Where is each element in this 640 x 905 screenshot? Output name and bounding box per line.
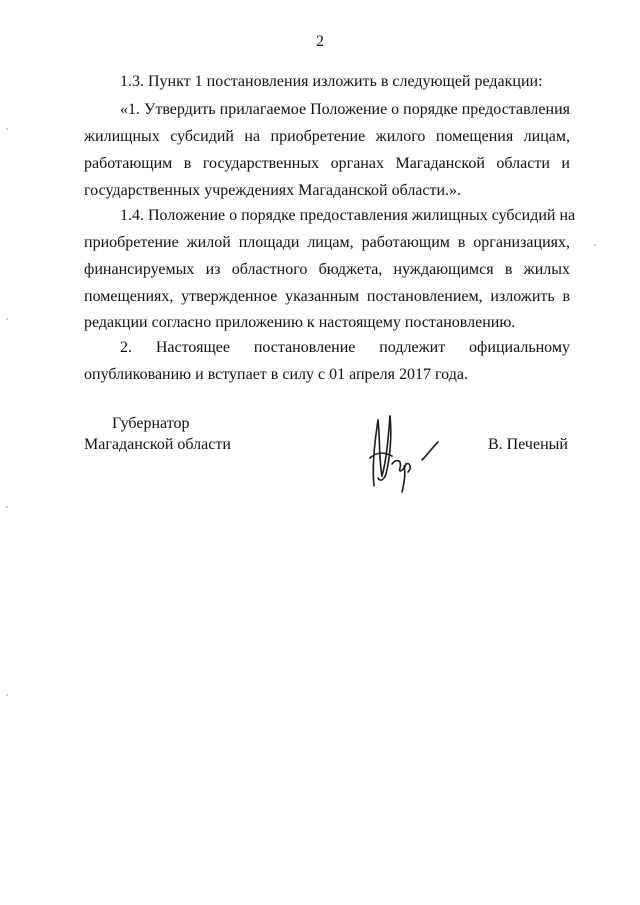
item-2-line: 2. Настоящее постановление подлежит официальному: [120, 339, 570, 356]
item-2-line: опубликованию и вступает в силу с 01 апреля 2017 года.: [84, 366, 468, 383]
item-1-3-intro: 1.3. Пункт 1 постановления изложить в следующей редакции:: [120, 73, 543, 90]
item-1-4-line: финансируемых из областного бюджета, нуждающимся в жилых: [84, 261, 570, 278]
page-number: 2: [316, 33, 324, 50]
item-1-3-line: государственных учреждениях Магаданской области.».: [84, 182, 462, 199]
item-1-3-line: жилищных субсидий на приобретение жилого помещения лицам,: [84, 128, 570, 145]
item-1-4-line: помещениях, утвержденное указанным постановлением, изложить в: [84, 288, 570, 305]
signatory-position: Губернатор: [112, 415, 190, 432]
handwritten-signature: [362, 408, 446, 494]
item-1-4-line: 1.4. Положение о порядке предоставления жилищных субсидий на: [120, 207, 576, 224]
item-1-4-line: приобретение жилой площади лицам, работающим в организациях,: [84, 234, 570, 251]
scan-speck: [6, 128, 8, 130]
item-1-3-line: работающим в государственных органах Магаданской области и: [84, 155, 570, 172]
scan-speck: [6, 694, 8, 696]
scan-speck: [594, 244, 596, 246]
item-1-3-line: «1. Утвердить прилагаемое Положение о порядке предоставления: [120, 101, 570, 118]
scan-speck: [6, 506, 8, 508]
item-1-4-line: редакции согласно приложению к настоящему постановлению.: [84, 314, 516, 331]
scan-speck: [6, 318, 8, 320]
signatory-region: Магаданской области: [84, 436, 231, 453]
signatory-name: В. Печеный: [488, 436, 568, 453]
